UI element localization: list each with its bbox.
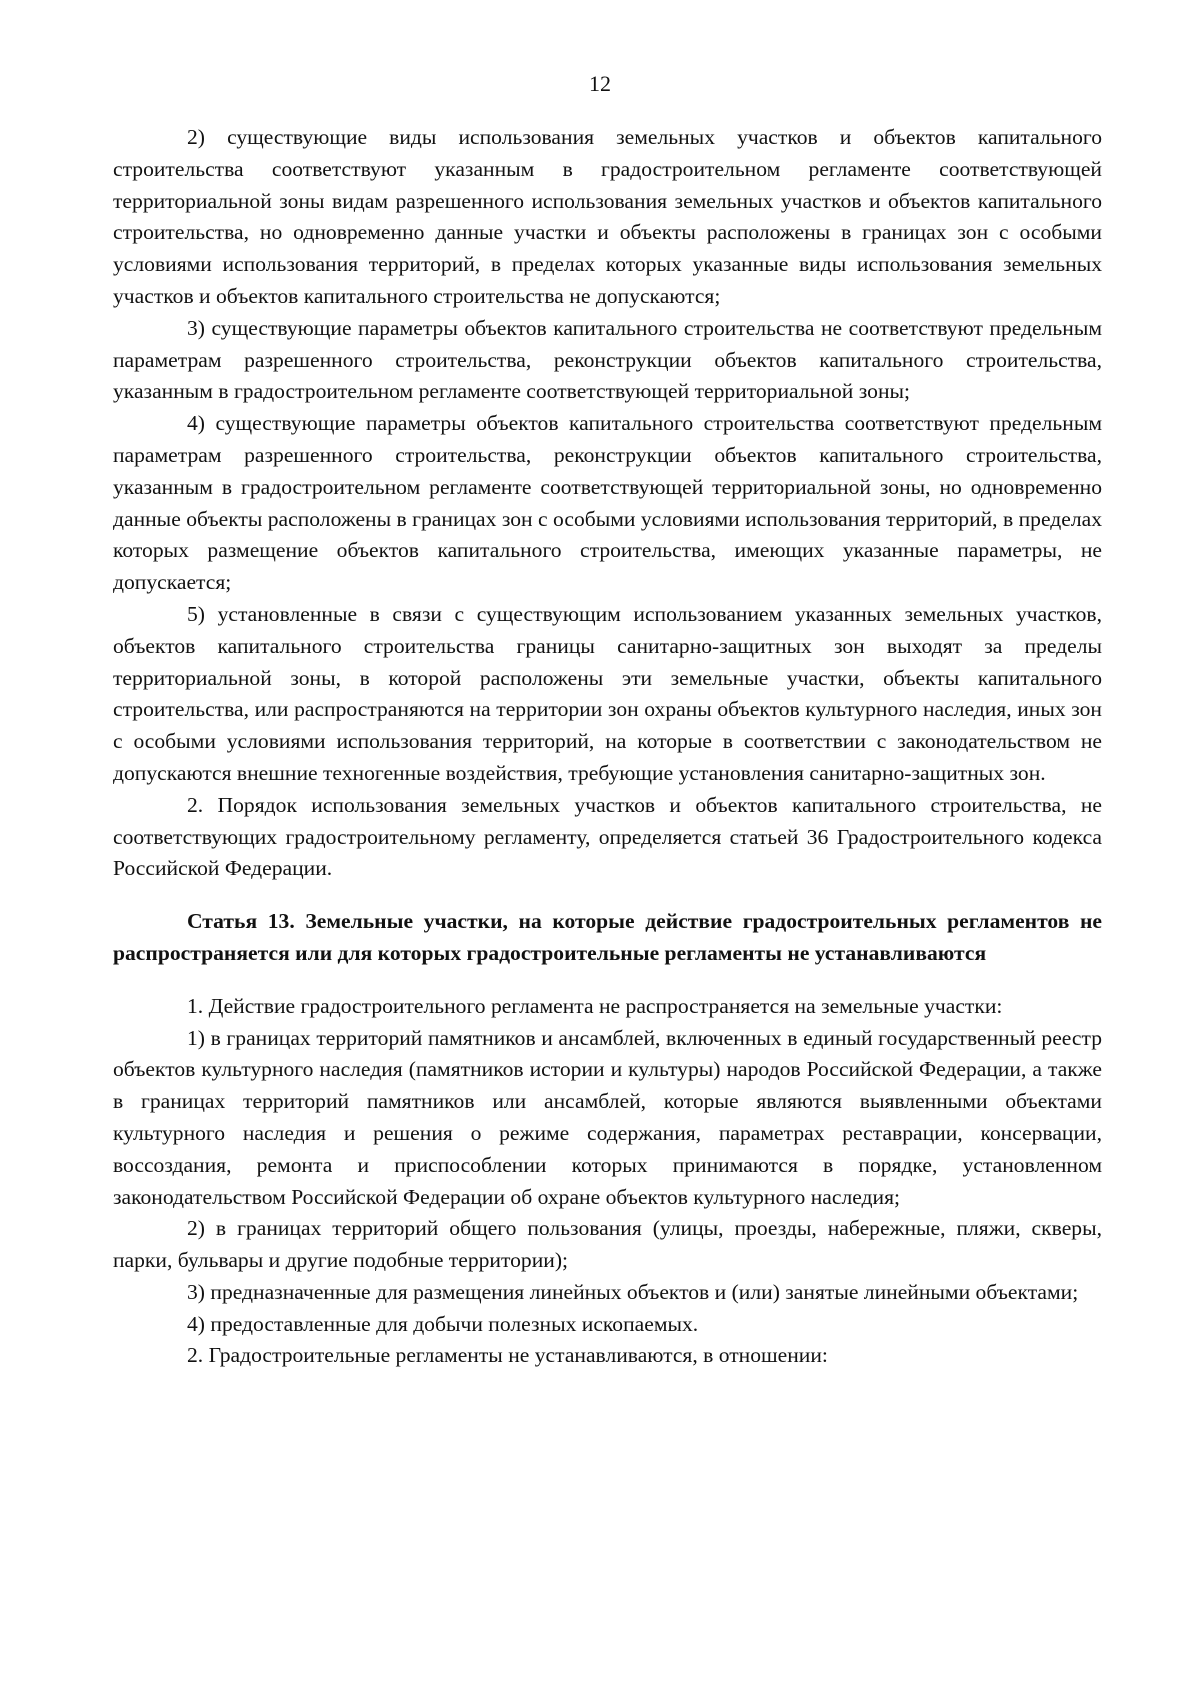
page-content bbox=[113, 122, 1102, 1372]
paragraph: 2) в границах территорий общего пользования (улицы, проезды, набережные, пляжи, скверы, парки, бульвары и другие подобные территории); bbox=[113, 1216, 1102, 1273]
paragraph: 3) существующие параметры объектов капитального строительства не соответствуют предельным параметрам разрешенного строительства, реконструкции объектов капитального строительства, указанным в градостроительном регламенте соответствующей территориальной зоны; bbox=[113, 315, 1102, 404]
paragraph: 2. Градостроительные регламенты не устанавливаются, в отношении: bbox=[187, 1343, 828, 1368]
page-number: 12 bbox=[589, 71, 611, 96]
paragraph: 2) существующие виды использования земельных участков и объектов капитального строительства соответствуют указанным в градостроительном регламенте соответствующей территориальной зоны видам разрешенного использования земельных участков и объектов капитального строительства, но одновременно данные участки и объекты расположены в границах зон с особыми условиями использования территорий, в пределах которых указанные виды использования земельных участков и объектов капитального строительства не допускаются; bbox=[113, 125, 1102, 308]
paragraph: 1. Действие градостроительного регламента не распространяется на земельные участки: bbox=[187, 993, 1003, 1018]
paragraph: 4) предоставленные для добычи полезных ископаемых. bbox=[187, 1311, 699, 1336]
paragraph: 4) существующие параметры объектов капитального строительства соответствуют предельным параметрам разрешенного строительства, реконструкции объектов капитального строительства, указанным в градостроительном регламенте соответствующей территориальной зоны, но одновременно данные объекты расположены в границах зон с особыми условиями использования территорий, в пределах которых размещение объектов капитального строительства, имеющих указанные параметры, не допускается; bbox=[113, 411, 1102, 595]
paragraph: 3) предназначенные для размещения линейных объектов и (или) занятые линейными объектами; bbox=[187, 1279, 1079, 1304]
paragraph: 1) в границах территорий памятников и ансамблей, включенных в единый государственный реестр объектов культурного наследия (памятников истории и культуры) народов Российской Федерации, а также в границах территорий памятников или ансамблей, которые являются выявленными объектами культурного наследия и решения о режиме содержания, параметрах реставрации, консервации, воссоздания, ремонта и приспособлении которых принимаются в порядке, установленном законодательством Российской Федерации об охране объектов культурного наследия; bbox=[113, 1025, 1102, 1209]
article-heading: Статья 13. Земельные участки, на которые действие градостроительных регламентов не распространяется или для которых градостроительные регламенты не устанавливаются bbox=[113, 909, 1102, 965]
paragraph: 5) установленные в связи с существующим использованием указанных земельных участков, объектов капитального строительства границы санитарно-защитных зон выходят за пределы территориальной зоны, в которой расположены эти земельные участки, объекты капитального строительства, или распространяются на территории зон охраны объектов культурного наследия, иных зон с особыми условиями использования территорий, на которые в соответствии с законодательством не допускаются внешние техногенные воздействия, требующие установления санитарно-защитных зон. bbox=[113, 601, 1102, 785]
paragraph: 2. Порядок использования земельных участков и объектов капитального строительства, не соответствующих градостроительному регламенту, определяется статьей 36 Градостроительного кодекса Российской Федерации. bbox=[113, 792, 1102, 881]
